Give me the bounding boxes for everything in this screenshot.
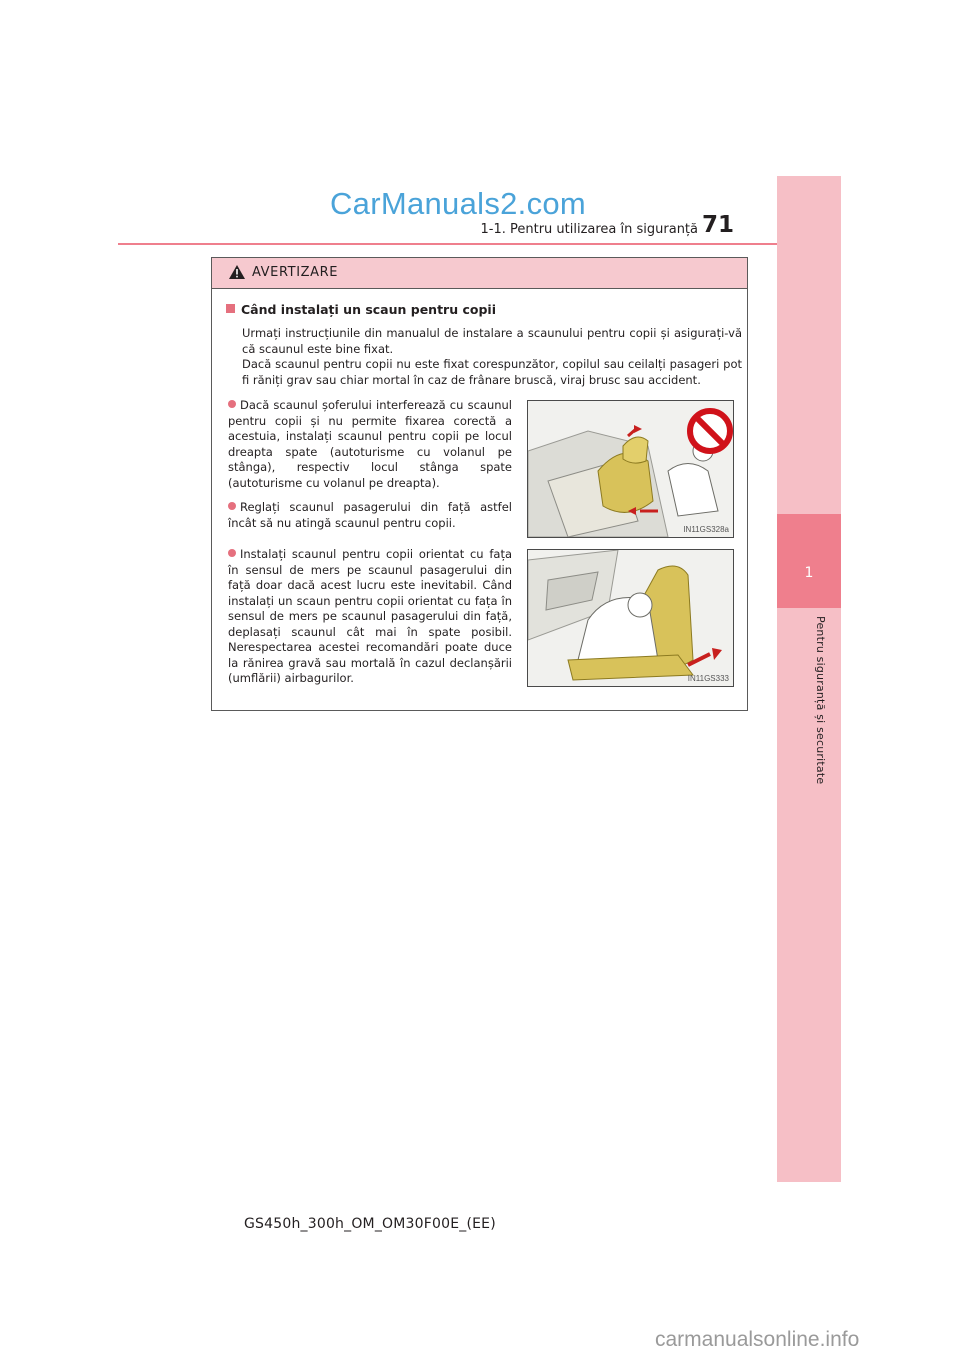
round-bullet-icon <box>228 549 236 557</box>
page-number: 71 <box>702 212 735 238</box>
chapter-title: Pentru siguranță și securitate <box>814 616 827 785</box>
warning-intro-2: Dacă scaunul pentru copii nu este fixat corespunzător, copilul sau ceilalți pasageri pot fi răniți grav sau chiar mortal în caz de frânare bruscă, viraj brusc sau accident. <box>242 357 742 387</box>
warning-heading: Când instalați un scaun pentru copii <box>226 302 496 317</box>
warning-triangle-icon <box>228 264 246 280</box>
source-watermark[interactable]: carmanualsonline.info <box>655 1328 860 1351</box>
warning-bullet: Dacă scaunul șoferului interferează cu scaunul pentru copii și nu permite fixarea corectă a acestuia, instalați scaunul pentru copii pe locul dreapta spate (autoturisme cu volanul pe stânga), respectiv locul stânga spate (autoturisme cu volanul pe dreapta). <box>228 398 512 490</box>
watermark-logo[interactable]: CarManuals2.com <box>330 186 587 221</box>
warning-label: AVERTIZARE <box>252 265 339 280</box>
chapter-side-tab <box>777 176 841 1182</box>
section-title: 1-1. Pentru utilizarea în siguranță <box>480 222 698 237</box>
warning-box <box>211 257 748 711</box>
illustration-front-child-seat <box>527 549 734 687</box>
square-bullet-icon <box>226 304 235 313</box>
warning-bullet: Reglați scaunul pasagerului din față astfel încât să nu atingă scaunul pentru copii. <box>228 500 512 530</box>
round-bullet-icon <box>228 502 236 510</box>
child-seat-front-illustration <box>528 550 733 686</box>
illustration-code: IN11GS333 <box>687 674 729 683</box>
model-code: GS450h_300h_OM_OM30F00E_(EE) <box>244 1216 496 1232</box>
header-divider <box>118 243 777 245</box>
chapter-number: 1 <box>804 565 814 581</box>
round-bullet-icon <box>228 400 236 408</box>
child-seat-rear-illustration <box>528 401 733 537</box>
warning-header <box>212 258 747 289</box>
warning-intro-1: Urmați instrucțiunile din manualul de instalare a scaunului pentru copii și asigurați-vă că scaunul este bine fixat. <box>242 326 742 356</box>
warning-bullet: Instalați scaunul pentru copii orientat cu fața în sensul de mers pe scaunul pasagerului din față doar dacă acest lucru este inevitabil. Când instalați un scaun pentru copii orientat cu fața în sensul de mers pe scaunul pasagerului din față, deplasați scaunul cât mai în spate posibil. Nerespectarea acestei recomandări poate duce la rănirea gravă sau mortală în cazul declanșării (umflării) airbagurilor. <box>228 547 512 685</box>
chapter-number-box <box>777 514 841 608</box>
illustration-rear-child-seat <box>527 400 734 538</box>
illustration-code: IN11GS328a <box>683 525 729 534</box>
